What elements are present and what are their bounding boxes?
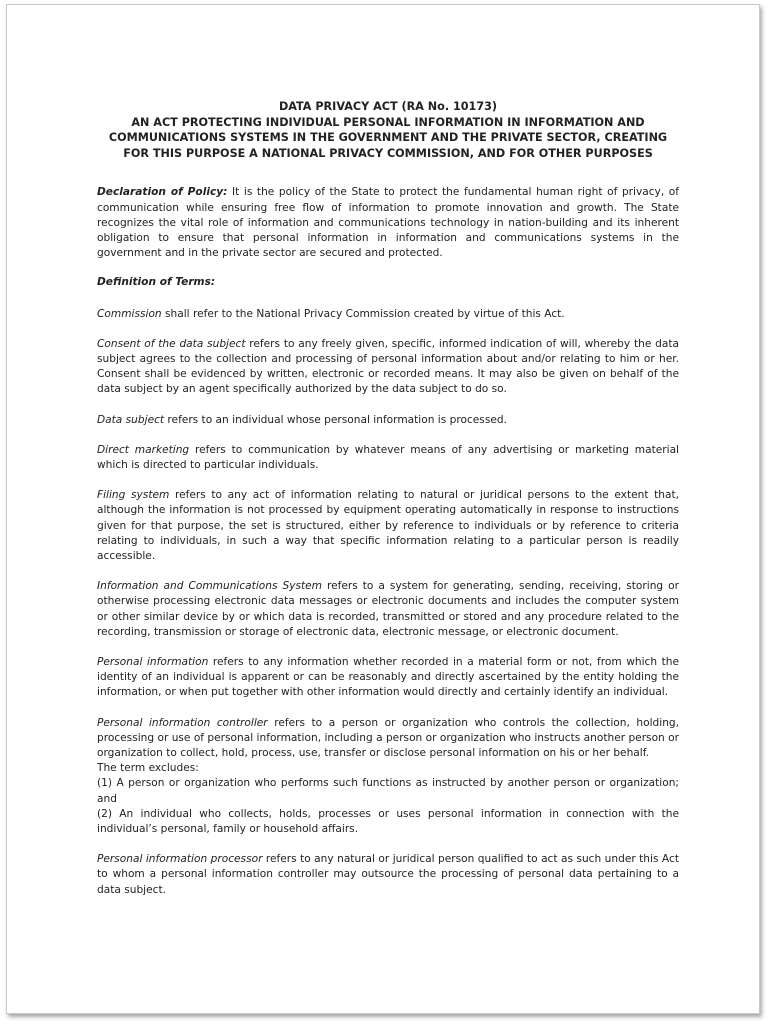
definition-direct-marketing bbox=[97, 443, 679, 473]
definition-text: refers to a person or organization who controls the collection, holding, processing or use of personal information, including a person or organization who instructs another person or organization to collect, hold, process, use, transfer or disclose personal information on his or her behalf. bbox=[97, 716, 679, 760]
definition-term: Filing system bbox=[97, 489, 170, 502]
definition-consent bbox=[97, 337, 679, 398]
document-body bbox=[97, 99, 679, 898]
definition-filing-system bbox=[97, 488, 679, 564]
definition-term: Direct marketing bbox=[97, 443, 190, 456]
definition-term: Personal information controller bbox=[97, 716, 268, 729]
title-line-3: COMMUNICATIONS SYSTEMS IN THE GOVERNMENT AND THE PRIVATE SECTOR, CREATING bbox=[108, 131, 668, 145]
policy-paragraph bbox=[97, 185, 679, 261]
definition-term: Personal information bbox=[97, 656, 209, 669]
title-line-2: AN ACT PROTECTING INDIVIDUAL PERSONAL INFORMATION IN INFORMATION AND bbox=[131, 115, 645, 129]
policy-text: It is the policy of the State to protect the fundamental human right of privacy, of communication while ensuring free flow of information to promote innovation and growth. The State recognizes the vital role of information and communications technology in nation-building and its inherent obligation to ensure that personal information in information and communications systems in the government and in the private sector are secured and protected. bbox=[97, 186, 679, 260]
definition-text: refers to any natural or juridical person qualified to act as such under this Act to whom a personal information controller may outsource the processing of personal data pertaining to a data subject. bbox=[97, 853, 679, 896]
definition-text: refers to an individual whose personal information is processed. bbox=[164, 413, 507, 426]
definition-text: shall refer to the National Privacy Commission created by virtue of this Act. bbox=[161, 307, 565, 320]
definition-commission bbox=[97, 307, 679, 322]
definition-term: Data subject bbox=[97, 413, 165, 426]
definition-text: refers to communication by whatever means of any advertising or marketing material which is directed to particular individuals. bbox=[97, 443, 680, 472]
definition-data-subject bbox=[97, 413, 679, 428]
document-title bbox=[97, 99, 679, 161]
definition-personal-information bbox=[97, 655, 679, 701]
definitions-heading: Definition of Terms: bbox=[97, 276, 216, 289]
definition-text: refers to any act of information relating to natural or juridical persons to the extent that, although the information is not processed by equipment operating automatically in response to instructions given for that purpose, the set is structured, either by reference to individuals or by reference to criteria relating to individuals, in such a way that specific information relating to a particular person is readily accessible. bbox=[97, 489, 680, 563]
definition-pi-controller bbox=[97, 716, 679, 762]
definition-text: refers to any information whether recorded in a material form or not, from which the identity of an individual is apparent or can be reasonably and directly ascertained by the entity holding the information, or when put together with other information would directly and certainly identify an individual. bbox=[97, 656, 680, 699]
document-page bbox=[6, 4, 760, 1014]
definition-ics bbox=[97, 579, 679, 640]
title-line-4: FOR THIS PURPOSE A NATIONAL PRIVACY COMMISSION, AND FOR OTHER PURPOSES bbox=[123, 146, 653, 160]
definition-term: Commission bbox=[97, 307, 162, 320]
definition-term: Information and Communications System bbox=[97, 580, 322, 593]
definition-text: refers to a system for generating, sending, receiving, storing or otherwise processing electronic data messages or electronic documents and includes the computer system or other similar device by or which data is recorded, transmitted or stored and any procedure related to the recording, transmission or storage of electronic data, electronic message, or electronic document. bbox=[97, 580, 679, 638]
definition-text: refers to any freely given, specific, informed indication of will, whereby the data subject agrees to the collection and processing of personal information about and/or relating to him or her. Consent shall be evidenced by written, electronic or recorded means. It may also be given on behalf of the data subject by an agent specifically authorized by the data subject to do so. bbox=[97, 337, 679, 396]
definition-term: Personal information processor bbox=[97, 853, 263, 866]
policy-heading: Declaration of Policy: bbox=[97, 186, 228, 199]
definition-term: Consent of the data subject bbox=[97, 337, 246, 350]
definition-excludes-label: The term excludes: bbox=[97, 762, 199, 775]
definition-exclusion-2: (2) An individual who collects, holds, processes or uses personal information in connection with the individual’s personal, family or household affairs. bbox=[97, 807, 679, 836]
definition-exclusion-1: (1) A person or organization who performs such functions as instructed by another person or organization; and bbox=[97, 777, 679, 805]
definition-pi-processor bbox=[97, 852, 679, 898]
title-line-1: DATA PRIVACY ACT (RA No. 10173) bbox=[278, 100, 498, 113]
